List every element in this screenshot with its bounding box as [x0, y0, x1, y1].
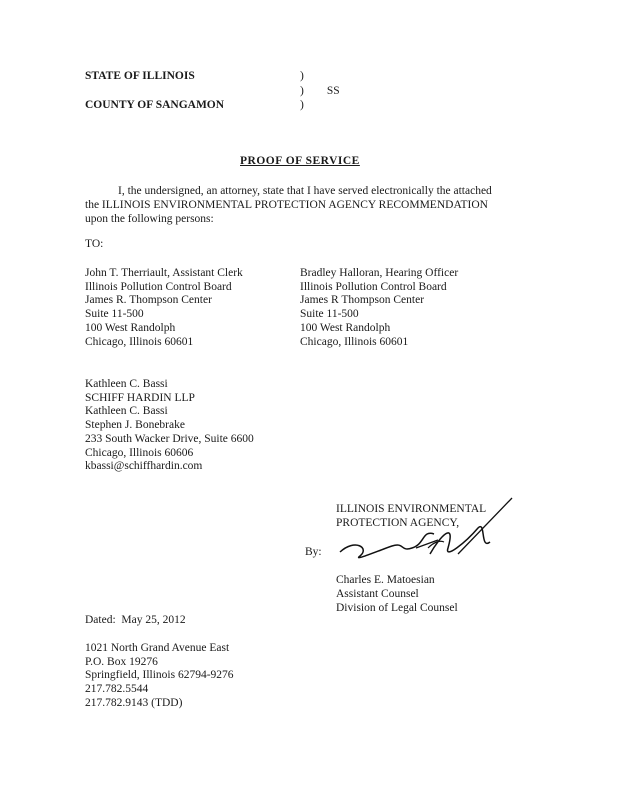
agency-line: PROTECTION AGENCY,: [336, 517, 460, 529]
signer-block: [336, 573, 458, 615]
caption-paren-top: ): [300, 70, 304, 82]
email-address: kbassi@schiffhardin.com: [85, 460, 203, 473]
address-line: Suite 11-500: [85, 308, 144, 321]
address-line: Illinois Pollution Control Board: [85, 280, 232, 293]
tdd-line: 217.782.9143 (TDD): [85, 696, 183, 709]
to-label: TO:: [85, 238, 104, 250]
dated-line: Dated: May 25, 2012: [85, 614, 186, 626]
address-line: Bradley Halloran, Hearing Officer: [300, 267, 459, 279]
intro-line-3: upon the following persons:: [85, 213, 214, 225]
signer-title: Assistant Counsel: [336, 588, 419, 600]
address-line: SCHIFF HARDIN LLP: [85, 391, 195, 404]
caption-county: COUNTY OF SANGAMON: [85, 99, 225, 111]
address-line: 233 South Wacker Drive, Suite 6600: [85, 432, 254, 445]
recipient-bassi: [85, 378, 254, 474]
address-line: Illinois Pollution Control Board: [300, 280, 447, 293]
page-title: PROOF OF SERVICE: [240, 155, 360, 167]
intro-line-1: I, the undersigned, an attorney, state that I have served electronically the attached: [118, 185, 492, 197]
intro-line-2: the ILLINOIS ENVIRONMENTAL PROTECTION AGENCY RECOMMENDATION: [85, 199, 488, 211]
address-line: Kathleen C. Bassi: [85, 405, 168, 418]
by-label: By:: [305, 546, 322, 558]
caption-paren-bottom: ): [300, 99, 304, 111]
recipient-hearing-officer: [300, 267, 458, 349]
recipient-clerk: [85, 267, 243, 349]
address-line: James R Thompson Center: [300, 294, 425, 307]
address-line: P.O. Box 19276: [85, 655, 158, 668]
address-line: 1021 North Grand Avenue East: [85, 642, 230, 654]
address-line: 100 West Randolph: [85, 321, 176, 334]
address-line: Suite 11-500: [300, 308, 359, 321]
phone-line: 217.782.5544: [85, 683, 149, 696]
address-line: 100 West Randolph: [300, 321, 391, 334]
signature-scribble: [330, 490, 520, 570]
signer-name: Charles E. Matoesian: [336, 574, 435, 586]
address-line: Chicago, Illinois 60601: [300, 335, 409, 348]
address-line: Springfield, Illinois 62794-9276: [85, 669, 234, 682]
address-line: Chicago, Illinois 60601: [85, 335, 194, 348]
address-line: John T. Therriault, Assistant Clerk: [85, 267, 243, 279]
caption-state: STATE OF ILLINOIS: [85, 70, 195, 82]
address-line: Kathleen C. Bassi: [85, 378, 168, 390]
caption-ss: ) SS: [300, 85, 340, 97]
address-line: James R. Thompson Center: [85, 294, 212, 307]
return-address: [85, 642, 234, 711]
address-line: Stephen J. Bonebrake: [85, 419, 185, 432]
signer-division: Division of Legal Counsel: [336, 602, 458, 614]
address-line: Chicago, Illinois 60606: [85, 446, 194, 459]
agency-line: ILLINOIS ENVIRONMENTAL: [336, 503, 487, 515]
